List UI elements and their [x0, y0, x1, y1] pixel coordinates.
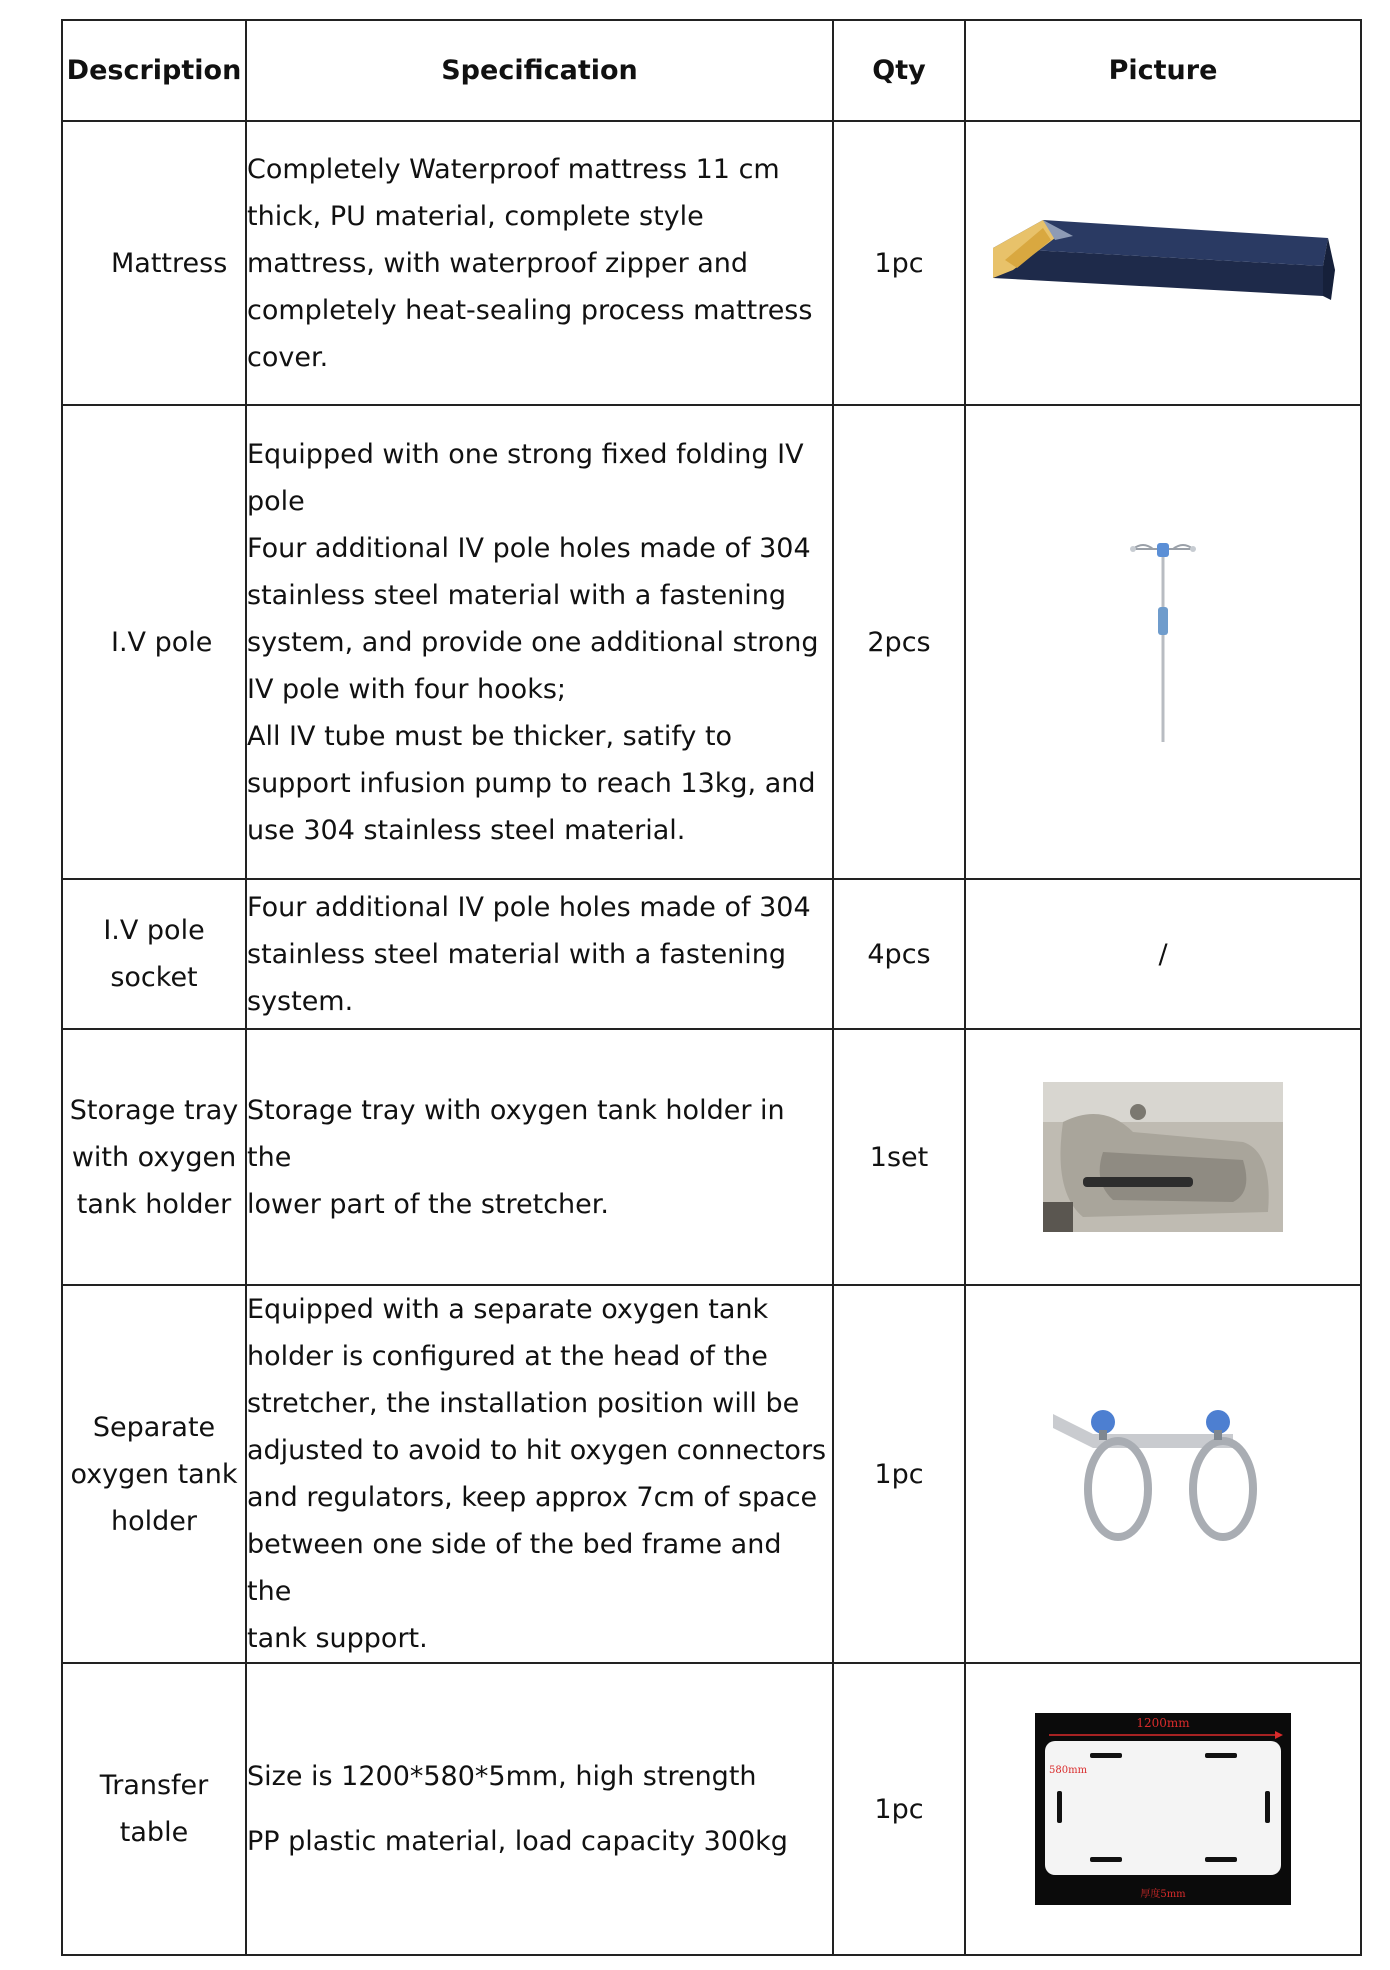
spec-line: system.: [247, 985, 354, 1017]
row-picture: [965, 1663, 1361, 1955]
spec-line: Equipped with one strong fixed folding IV: [247, 438, 804, 470]
spec-line: and regulators, keep approx 7cm of space: [247, 1482, 818, 1513]
table-row: [62, 879, 1361, 1029]
row-description: [62, 879, 246, 1029]
spec-line: stainless steel material with a fastening: [247, 938, 787, 970]
row-picture: [965, 1285, 1361, 1663]
row-description: [62, 1663, 246, 1955]
spec-line: PP plastic material, load capacity 300kg: [247, 1826, 788, 1857]
spec-line: All IV tube must be thicker, satify to: [247, 720, 733, 752]
description-line: table: [119, 1817, 189, 1848]
table-row: [62, 405, 1361, 879]
row-description: [62, 1285, 246, 1663]
transfer-board-image: [1035, 1713, 1291, 1905]
spec-line: Size is 1200*580*5mm, high strength: [247, 1761, 757, 1792]
row-specification: [246, 1663, 833, 1955]
description-line: Storage tray: [69, 1094, 239, 1126]
mattress-image: [983, 208, 1343, 318]
description-line: Transfer: [99, 1770, 209, 1801]
spec-line: lower part of the stretcher.: [247, 1188, 609, 1220]
row-description: [62, 1029, 246, 1285]
spec-line: support infusion pump to reach 13kg, and: [247, 767, 816, 799]
spec-line: Storage tray with oxygen tank holder in the: [247, 1094, 785, 1173]
row-description: I.V pole: [62, 405, 246, 879]
description-line: I.V pole: [103, 915, 205, 946]
row-qty: 1pc: [833, 121, 965, 405]
spec-line: Four additional IV pole holes made of 304: [247, 532, 811, 564]
row-qty: 4pcs: [833, 879, 965, 1029]
spec-line: pole: [247, 485, 305, 517]
header-qty: Qty: [833, 20, 965, 121]
row-specification: [246, 1285, 833, 1663]
spec-line: Four additional IV pole holes made of 304: [247, 891, 811, 923]
header-row: [62, 20, 1361, 121]
table-row: [62, 121, 1361, 405]
description-line: socket: [110, 962, 198, 993]
row-picture: [965, 405, 1361, 879]
description-line: holder: [111, 1505, 197, 1537]
board-length-label: 1200mm: [1136, 1716, 1190, 1730]
spec-line: system, and provide one additional strong: [247, 626, 819, 658]
spec-table: [61, 19, 1362, 1956]
description-line: Separate: [92, 1411, 216, 1443]
oxygen-holder-image: [1053, 1404, 1273, 1544]
spec-line: Equipped with a separate oxygen tank: [247, 1294, 769, 1325]
spec-line: between one side of the bed frame and the: [247, 1529, 782, 1607]
spec-line: tank support.: [247, 1623, 428, 1654]
spec-line: IV pole with four hooks;: [247, 673, 567, 705]
row-specification: [246, 879, 833, 1029]
spec-line: use 304 stainless steel material.: [247, 814, 686, 846]
row-qty: 2pcs: [833, 405, 965, 879]
spec-line: Completely Waterproof mattress 11 cm: [247, 153, 780, 185]
row-qty: 1set: [833, 1029, 965, 1285]
storage-tray-image: [1043, 1082, 1283, 1232]
row-specification: [246, 1029, 833, 1285]
iv-pole-image: [1123, 537, 1203, 747]
spec-line: holder is configured at the head of the: [247, 1341, 768, 1372]
row-qty: 1pc: [833, 1663, 965, 1955]
board-thickness-label: 厚度5mm: [1140, 1889, 1186, 1900]
row-specification: [246, 405, 833, 879]
row-picture: [965, 1029, 1361, 1285]
header-picture: Picture: [965, 20, 1361, 121]
row-specification: [246, 121, 833, 405]
spec-line: adjusted to avoid to hit oxygen connectors: [247, 1435, 827, 1466]
spec-line: cover.: [247, 341, 329, 373]
spec-line: mattress, with waterproof zipper and: [247, 247, 749, 279]
row-description: Mattress: [62, 121, 246, 405]
spec-line: completely heat-sealing process mattress: [247, 294, 813, 326]
description-line: with oxygen: [71, 1141, 237, 1173]
board-width-label: 580mm: [1049, 1765, 1088, 1776]
spec-line: stretcher, the installation position will be: [247, 1388, 800, 1419]
table-row: [62, 1663, 1361, 1955]
description-line: oxygen tank: [70, 1458, 238, 1490]
row-picture: [965, 121, 1361, 405]
row-qty: 1pc: [833, 1285, 965, 1663]
header-specification: Specification: [246, 20, 833, 121]
header-description: Description: [62, 20, 246, 121]
row-picture: /: [965, 879, 1361, 1029]
table-row: [62, 1029, 1361, 1285]
spec-line: stainless steel material with a fastening: [247, 579, 787, 611]
spec-line: thick, PU material, complete style: [247, 200, 704, 232]
description-line: tank holder: [76, 1188, 232, 1220]
table-row: [62, 1285, 1361, 1663]
